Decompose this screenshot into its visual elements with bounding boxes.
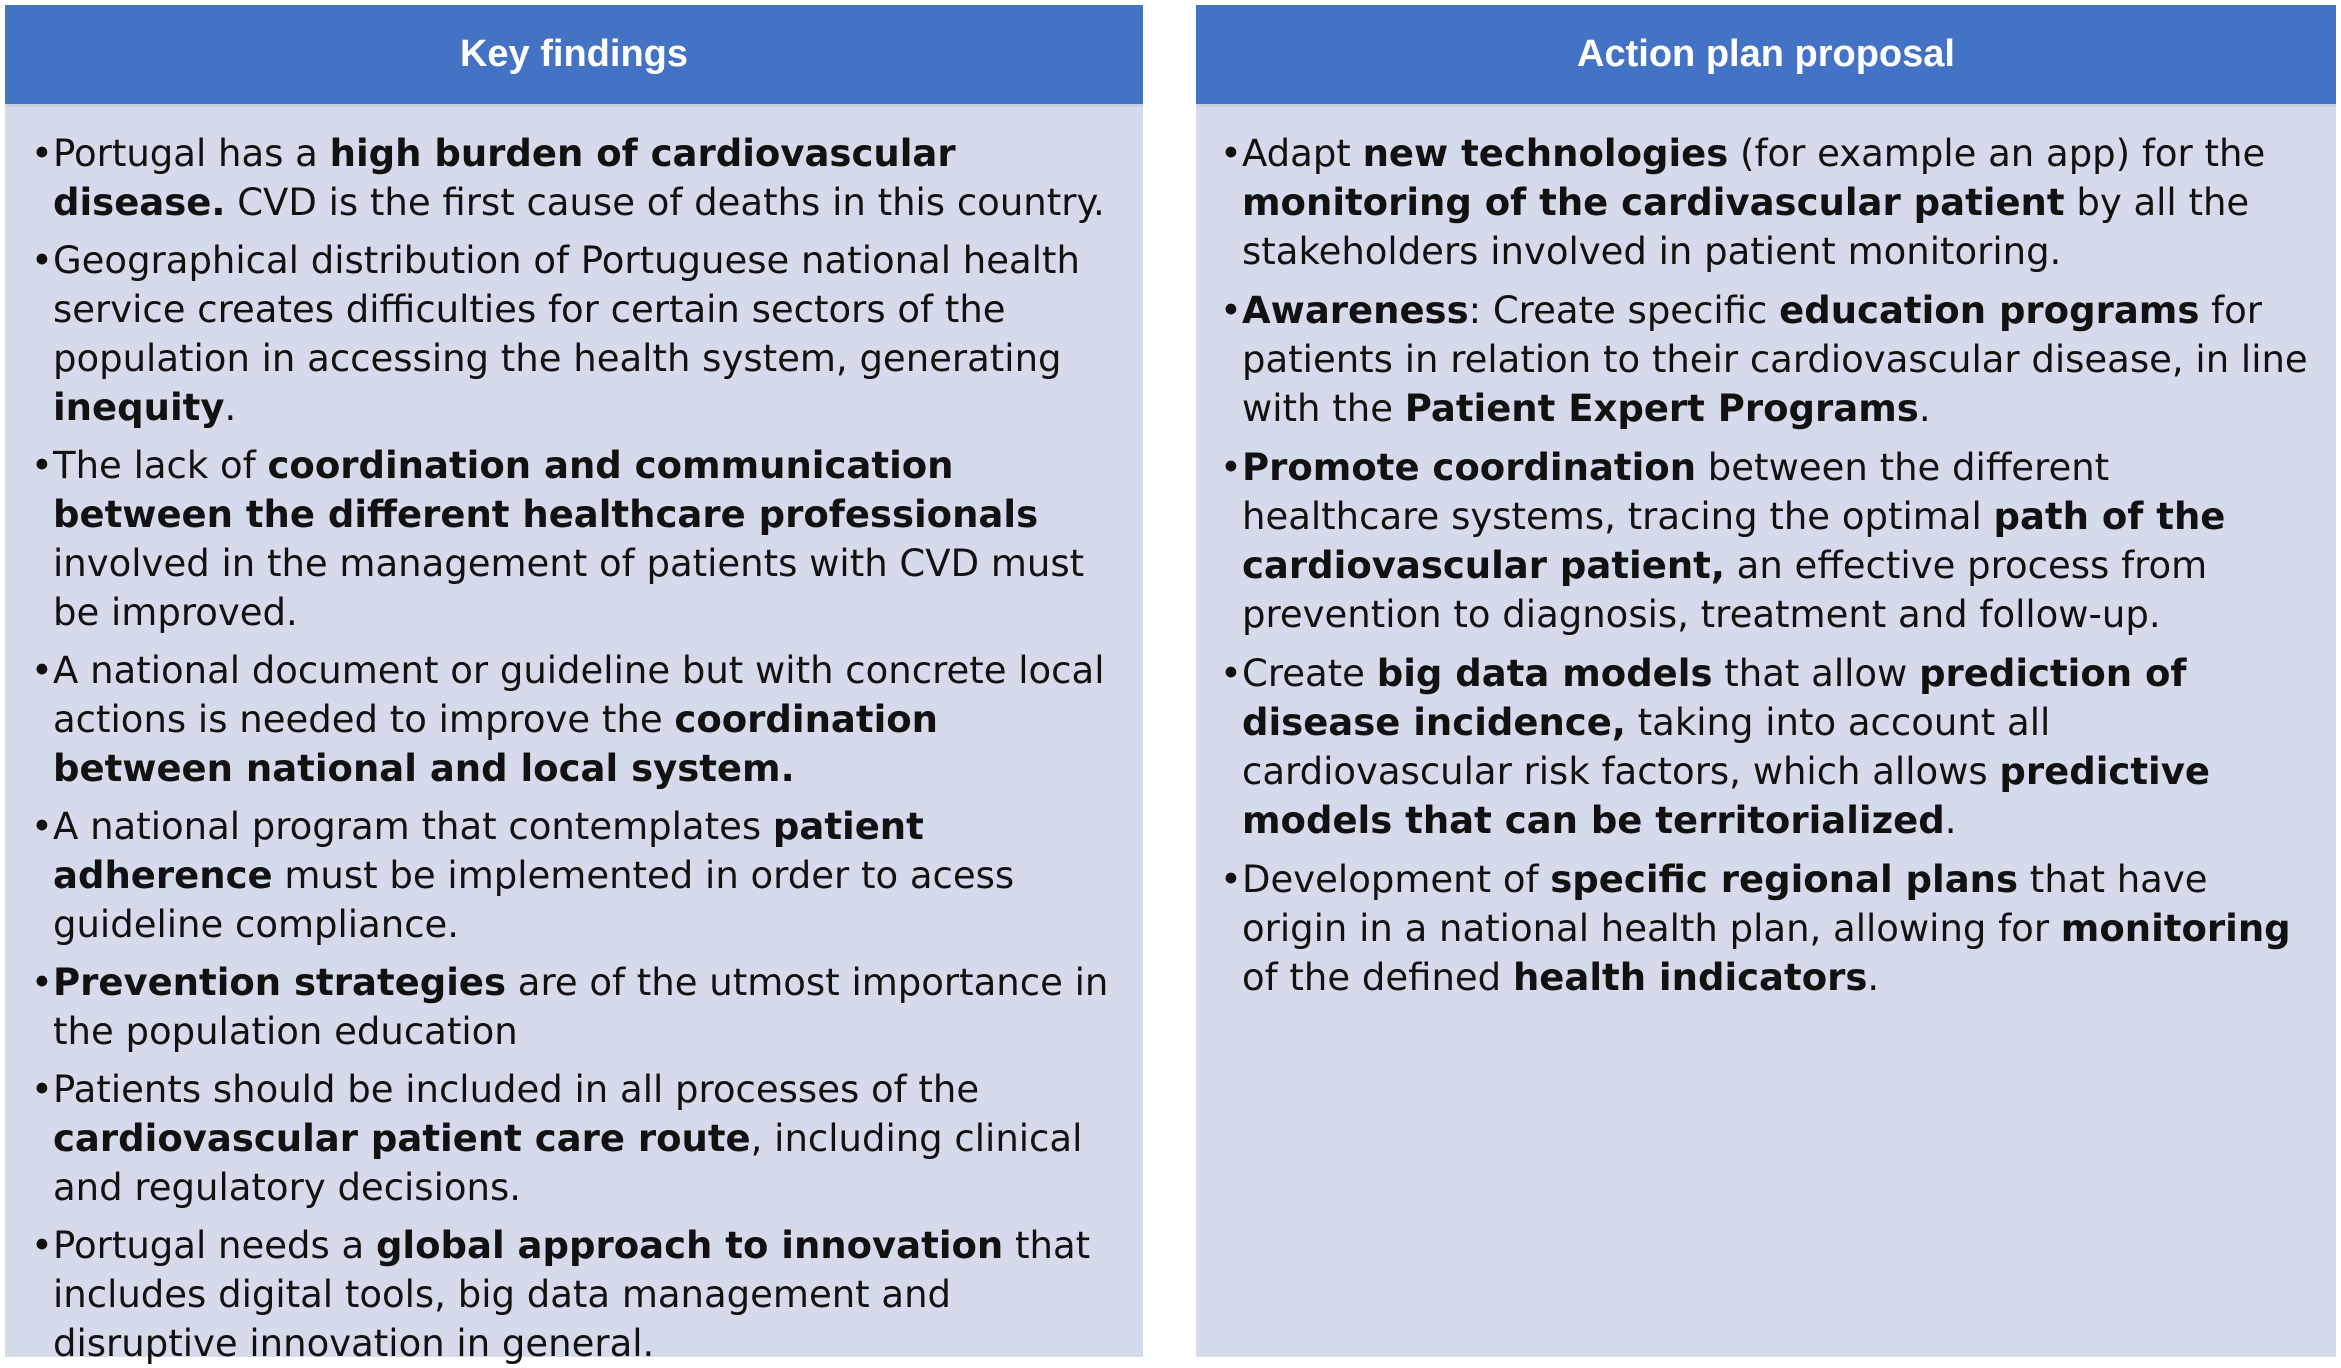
bullet-icon: •: [31, 961, 53, 1004]
text: involved in the management of patients with CVD must be improved.: [53, 542, 1085, 634]
bold-text: Prevention strategies: [53, 961, 507, 1004]
bullet-icon: •: [31, 1068, 53, 1111]
text: are of the utmost importance in the population education: [53, 961, 1109, 1053]
bold-text: health indicators: [1512, 956, 1868, 999]
bold-text: coordination between national and local system.: [53, 698, 939, 790]
bold-text: new technologies: [1362, 132, 1729, 175]
bold-text: path of the cardiovascular patient,: [1242, 495, 2226, 587]
key-findings-panel: [5, 5, 1143, 1365]
bullet-icon: •: [31, 239, 53, 282]
text: taking into account all cardiovascular risk factors, which allows: [1242, 701, 2051, 793]
action-plan-panel: [1196, 5, 2336, 1357]
key-finding-item: [31, 441, 1123, 637]
text: Geographical distribution of Portuguese national health service creates difficulties for certain sectors of the population in accessing the health system, generating: [53, 239, 1080, 380]
text: that allow: [1712, 652, 1920, 695]
bullet-icon: •: [1220, 289, 1242, 332]
bold-text: education programs: [1779, 289, 2200, 332]
bullet-icon: •: [31, 1224, 53, 1267]
bold-text: specific regional plans: [1550, 858, 2019, 901]
action-plan-item: [1220, 855, 2316, 1002]
text: an effective process from prevention to diagnosis, treatment and follow-up.: [1242, 544, 2208, 636]
bullet-icon: •: [1220, 652, 1242, 695]
bold-text: monitoring: [2060, 907, 2291, 950]
text: .: [1944, 799, 1957, 842]
text: that includes digital tools, big data management and disruptive innovation in general.: [53, 1224, 1091, 1365]
bold-text: high burden of cardiovascular disease.: [53, 132, 956, 224]
text: Development of: [1242, 858, 1551, 901]
text: A national document or guideline but with concrete local actions is needed to improve the: [53, 649, 1105, 741]
text: Portugal has a: [53, 132, 330, 175]
text: CVD is the first cause of deaths in this country.: [225, 181, 1105, 224]
action-plan-item: [1220, 286, 2316, 433]
bold-text: predictive models that can be territorialized: [1242, 750, 2210, 842]
bullet-icon: •: [31, 805, 53, 848]
bullet-icon: •: [1220, 132, 1242, 175]
text: .: [1918, 387, 1931, 430]
action-plan-header: Action plan proposal: [1196, 5, 2336, 107]
key-findings-header: Key findings: [5, 5, 1143, 107]
text: must be implemented in order to acess guideline compliance.: [53, 854, 1015, 946]
key-finding-item: [31, 802, 1123, 949]
bold-text: inequity: [53, 386, 225, 429]
action-plan-item: [1220, 129, 2316, 276]
text: Create: [1242, 652, 1377, 695]
bold-text: Patient Expert Programs: [1404, 387, 1919, 430]
key-finding-item: [31, 129, 1123, 227]
text: (for example an app) for the: [1728, 132, 2266, 175]
key-finding-item: [31, 1065, 1123, 1212]
text: of the defined: [1242, 956, 1513, 999]
bold-text: Promote coordination: [1242, 446, 1697, 489]
text: Patients should be included in all processes of the: [53, 1068, 980, 1111]
bold-text: big data models: [1376, 652, 1713, 695]
bold-text: cardiovascular patient care route: [53, 1117, 751, 1160]
bullet-icon: •: [31, 132, 53, 175]
bullet-icon: •: [31, 649, 53, 692]
text: .: [224, 386, 237, 429]
bold-text: monitoring of the cardivascular patient: [1242, 181, 2065, 224]
text: The lack of: [53, 444, 268, 487]
key-findings-list: [5, 107, 1143, 1368]
bold-text: prediction of disease incidence,: [1242, 652, 2187, 744]
bullet-icon: •: [1220, 446, 1242, 489]
text: Adapt: [1242, 132, 1363, 175]
bold-text: global approach to innovation: [375, 1224, 1004, 1267]
text: by all the stakeholders involved in patient monitoring.: [1242, 181, 2250, 273]
action-plan-item: [1220, 649, 2316, 845]
bullet-icon: •: [1220, 858, 1242, 901]
bold-text: patient adherence: [53, 805, 924, 897]
key-finding-item: [31, 1221, 1123, 1368]
text: , including clinical and regulatory decisions.: [53, 1117, 1083, 1209]
key-finding-item: [31, 958, 1123, 1056]
bold-text: coordination and communication between the different healthcare professionals: [53, 444, 1039, 536]
bold-text: Awareness: [1242, 289, 1469, 332]
key-finding-item: [31, 236, 1123, 432]
action-plan-list: [1196, 107, 2336, 1002]
text: for patients in relation to their cardiovascular disease, in line with the: [1242, 289, 2308, 430]
text: Portugal needs a: [53, 1224, 376, 1267]
bullet-icon: •: [31, 444, 53, 487]
text: that have origin in a national health plan, allowing for: [1242, 858, 2208, 950]
text: : Create specific: [1468, 289, 1780, 332]
key-finding-item: [31, 646, 1123, 793]
text: between the different healthcare systems, tracing the optimal: [1242, 446, 2110, 538]
text: .: [1867, 956, 1880, 999]
text: A national program that contemplates: [53, 805, 773, 848]
action-plan-item: [1220, 443, 2316, 639]
